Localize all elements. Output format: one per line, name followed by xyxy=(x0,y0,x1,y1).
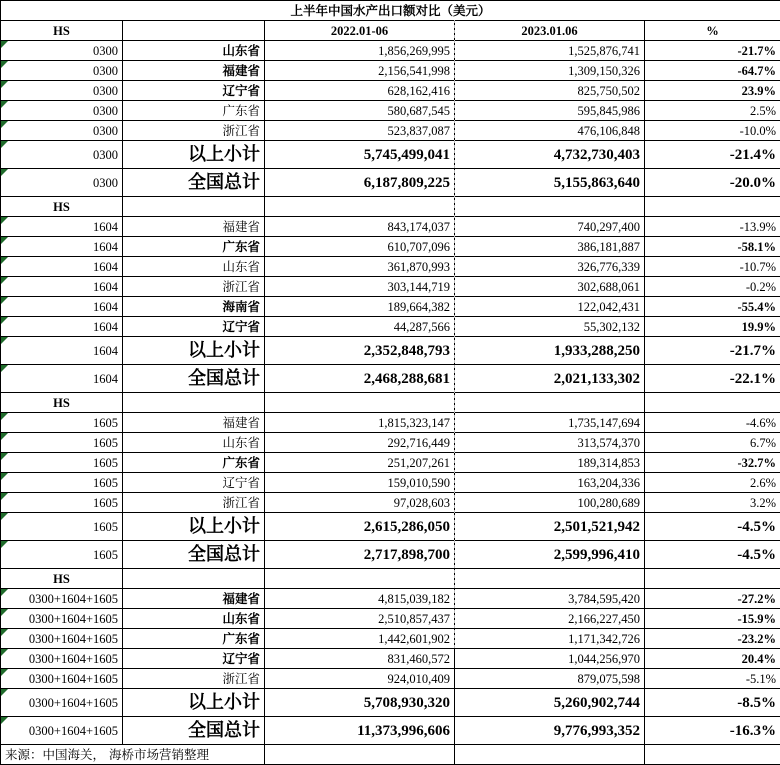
section-blank-pct[interactable] xyxy=(645,393,780,413)
cell-percent-change[interactable]: 2.6% xyxy=(645,473,780,493)
cell-percent-change[interactable]: -4.6% xyxy=(645,413,780,433)
cell-total-percent[interactable]: -16.3% xyxy=(645,717,780,745)
cell-percent-change[interactable]: -58.1% xyxy=(645,237,780,257)
cell-value-2023[interactable]: 740,297,400 xyxy=(455,217,645,237)
cell-hs-code[interactable]: 0300+1604+1605 xyxy=(1,609,123,629)
cell-value-2022[interactable]: 2,510,857,437 xyxy=(265,609,455,629)
section-blank-y1[interactable] xyxy=(265,569,455,589)
table-row[interactable] xyxy=(1,237,780,257)
grand-total-row[interactable] xyxy=(1,365,780,393)
cell-total-label[interactable]: 全国总计 xyxy=(123,169,265,197)
cell-error-triangle-icon xyxy=(1,217,8,224)
cell-hs-code[interactable]: 0300 xyxy=(1,141,123,169)
cell-hs-code[interactable]: 0300+1604+1605 xyxy=(1,689,123,717)
cell-error-triangle-icon xyxy=(1,609,8,616)
table-row[interactable] xyxy=(1,81,780,101)
cell-total-percent[interactable]: -21.7% xyxy=(645,337,780,365)
cell-total-label[interactable]: 以上小计 xyxy=(123,689,265,717)
footer-row xyxy=(1,745,780,765)
section-separator-row xyxy=(1,393,780,413)
cell-value-2022[interactable]: 303,144,719 xyxy=(265,277,455,297)
cell-percent-change[interactable]: 2.5% xyxy=(645,101,780,121)
cell-value-2022[interactable]: 924,010,409 xyxy=(265,669,455,689)
cell-province[interactable]: 辽宁省 xyxy=(123,473,265,493)
cell-percent-change[interactable]: -23.2% xyxy=(645,629,780,649)
table-row[interactable] xyxy=(1,297,780,317)
cell-value-2022[interactable]: 44,287,566 xyxy=(265,317,455,337)
cell-province[interactable]: 广东省 xyxy=(123,237,265,257)
cell-value-2023[interactable]: 825,750,502 xyxy=(455,81,645,101)
subtotal-row[interactable] xyxy=(1,689,780,717)
cell-total-2022[interactable]: 6,187,809,225 xyxy=(265,169,455,197)
cell-province[interactable]: 广东省 xyxy=(123,101,265,121)
table-row[interactable] xyxy=(1,61,780,81)
cell-percent-change[interactable]: 6.7% xyxy=(645,433,780,453)
cell-value-2022[interactable]: 361,870,993 xyxy=(265,257,455,277)
cell-province[interactable]: 海南省 xyxy=(123,297,265,317)
cell-value-2022[interactable]: 831,460,572 xyxy=(265,649,455,669)
table-row[interactable] xyxy=(1,217,780,237)
cell-error-triangle-icon xyxy=(1,717,8,724)
cell-error-triangle-icon xyxy=(1,629,8,636)
cell-hs-code[interactable]: 0300+1604+1605 xyxy=(1,649,123,669)
cell-error-triangle-icon xyxy=(1,101,8,108)
cell-province[interactable]: 辽宁省 xyxy=(123,317,265,337)
cell-value-2023[interactable]: 122,042,431 xyxy=(455,297,645,317)
cell-value-2022[interactable]: 2,156,541,998 xyxy=(265,61,455,81)
cell-total-2023[interactable]: 5,260,902,744 xyxy=(455,689,645,717)
cell-value-2022[interactable]: 1,442,601,902 xyxy=(265,629,455,649)
header-hs[interactable]: HS xyxy=(1,21,123,41)
subtotal-row[interactable] xyxy=(1,337,780,365)
cell-total-2023[interactable]: 4,732,730,403 xyxy=(455,141,645,169)
cell-percent-change[interactable]: 3.2% xyxy=(645,493,780,513)
section-blank-province[interactable] xyxy=(123,393,265,413)
cell-total-percent[interactable]: -21.4% xyxy=(645,141,780,169)
cell-value-2023[interactable]: 386,181,887 xyxy=(455,237,645,257)
cell-error-triangle-icon xyxy=(1,297,8,304)
table-row[interactable] xyxy=(1,453,780,473)
cell-hs-code[interactable]: 0300+1604+1605 xyxy=(1,717,123,745)
cell-province[interactable]: 浙江省 xyxy=(123,669,265,689)
cell-value-2023[interactable]: 55,302,132 xyxy=(455,317,645,337)
footer-blank-y1[interactable] xyxy=(265,745,455,765)
cell-error-triangle-icon xyxy=(1,413,8,420)
cell-percent-change[interactable]: -21.7% xyxy=(645,41,780,61)
cell-hs-code[interactable]: 1604 xyxy=(1,257,123,277)
cell-total-percent[interactable]: -4.5% xyxy=(645,513,780,541)
cell-hs-code[interactable]: 1605 xyxy=(1,413,123,433)
cell-error-triangle-icon xyxy=(1,433,8,440)
grand-total-row[interactable] xyxy=(1,169,780,197)
cell-total-percent[interactable]: -4.5% xyxy=(645,541,780,569)
section-blank-y1[interactable] xyxy=(265,393,455,413)
table-row[interactable] xyxy=(1,589,780,609)
cell-hs-code[interactable]: 0300 xyxy=(1,101,123,121)
section-separator-row xyxy=(1,569,780,589)
source-note: 来源：中国海关， 海桥市场营销整理 xyxy=(1,745,265,765)
cell-error-triangle-icon xyxy=(1,669,8,676)
cell-province[interactable]: 山东省 xyxy=(123,609,265,629)
cell-value-2023[interactable]: 1,044,256,970 xyxy=(455,649,645,669)
table-row[interactable] xyxy=(1,101,780,121)
cell-hs-code[interactable]: 0300+1604+1605 xyxy=(1,589,123,609)
cell-hs-code[interactable]: 1605 xyxy=(1,513,123,541)
cell-percent-change[interactable]: 20.4% xyxy=(645,649,780,669)
cell-value-2023[interactable]: 3,784,595,420 xyxy=(455,589,645,609)
cell-hs-code[interactable]: 1604 xyxy=(1,317,123,337)
cell-value-2022[interactable]: 159,010,590 xyxy=(265,473,455,493)
cell-total-label[interactable]: 以上小计 xyxy=(123,513,265,541)
cell-total-2022[interactable]: 2,717,898,700 xyxy=(265,541,455,569)
cell-province[interactable]: 山东省 xyxy=(123,257,265,277)
cell-error-triangle-icon xyxy=(1,689,8,696)
cell-hs-code[interactable]: 0300 xyxy=(1,169,123,197)
cell-percent-change[interactable]: -10.0% xyxy=(645,121,780,141)
cell-error-triangle-icon xyxy=(1,649,8,656)
cell-error-triangle-icon xyxy=(1,169,8,176)
cell-value-2023[interactable]: 326,776,339 xyxy=(455,257,645,277)
cell-percent-change[interactable]: -64.7% xyxy=(645,61,780,81)
cell-total-2022[interactable]: 5,745,499,041 xyxy=(265,141,455,169)
table-row[interactable] xyxy=(1,609,780,629)
cell-value-2023[interactable]: 1,735,147,694 xyxy=(455,413,645,433)
cell-total-2023[interactable]: 9,776,993,352 xyxy=(455,717,645,745)
cell-total-label[interactable]: 以上小计 xyxy=(123,337,265,365)
cell-hs-code[interactable]: 0300 xyxy=(1,61,123,81)
cell-total-2022[interactable]: 2,615,286,050 xyxy=(265,513,455,541)
cell-hs-code[interactable]: 1605 xyxy=(1,473,123,493)
cell-error-triangle-icon xyxy=(1,121,8,128)
cell-total-2023[interactable]: 2,599,996,410 xyxy=(455,541,645,569)
cell-error-triangle-icon xyxy=(1,365,8,372)
header-percent[interactable]: % xyxy=(645,21,780,41)
header-year-2023[interactable]: 2023.01.06 xyxy=(455,21,645,41)
section-hs-label[interactable]: HS xyxy=(1,569,123,589)
cell-value-2022[interactable]: 189,664,382 xyxy=(265,297,455,317)
section-blank-y2[interactable] xyxy=(455,393,645,413)
cell-province[interactable]: 福建省 xyxy=(123,217,265,237)
cell-province[interactable]: 辽宁省 xyxy=(123,649,265,669)
cell-error-triangle-icon xyxy=(1,453,8,460)
section-hs-label[interactable]: HS xyxy=(1,197,123,217)
cell-value-2022[interactable]: 4,815,039,182 xyxy=(265,589,455,609)
cell-percent-change[interactable]: 19.9% xyxy=(645,317,780,337)
section-blank-pct[interactable] xyxy=(645,197,780,217)
table-row[interactable] xyxy=(1,433,780,453)
cell-hs-code[interactable]: 1605 xyxy=(1,433,123,453)
cell-hs-code[interactable]: 1604 xyxy=(1,277,123,297)
header-province[interactable] xyxy=(123,21,265,41)
cell-value-2022[interactable]: 580,687,545 xyxy=(265,101,455,121)
cell-total-percent[interactable]: -22.1% xyxy=(645,365,780,393)
cell-hs-code[interactable]: 1604 xyxy=(1,297,123,317)
cell-province[interactable]: 浙江省 xyxy=(123,493,265,513)
cell-error-triangle-icon xyxy=(1,317,8,324)
cell-value-2023[interactable]: 476,106,848 xyxy=(455,121,645,141)
cell-total-2023[interactable]: 5,155,863,640 xyxy=(455,169,645,197)
subtotal-row[interactable] xyxy=(1,513,780,541)
cell-error-triangle-icon xyxy=(1,513,8,520)
cell-province[interactable]: 福建省 xyxy=(123,589,265,609)
cell-hs-code[interactable]: 1604 xyxy=(1,337,123,365)
cell-percent-change[interactable]: -0.2% xyxy=(645,277,780,297)
cell-error-triangle-icon xyxy=(1,337,8,344)
cell-percent-change[interactable]: -32.7% xyxy=(645,453,780,473)
page-title: 上半年中国水产出口额对比（美元） xyxy=(1,1,780,21)
cell-value-2023[interactable]: 1,171,342,726 xyxy=(455,629,645,649)
header-year-2022[interactable]: 2022.01-06 xyxy=(265,21,455,41)
cell-value-2023[interactable]: 595,845,986 xyxy=(455,101,645,121)
cell-percent-change[interactable]: 23.9% xyxy=(645,81,780,101)
table-row[interactable] xyxy=(1,669,780,689)
section-separator-row xyxy=(1,197,780,217)
cell-hs-code[interactable]: 0300 xyxy=(1,121,123,141)
cell-value-2023[interactable]: 1,525,876,741 xyxy=(455,41,645,61)
cell-percent-change[interactable]: -5.1% xyxy=(645,669,780,689)
cell-hs-code[interactable]: 0300 xyxy=(1,41,123,61)
cell-hs-code[interactable]: 0300+1604+1605 xyxy=(1,629,123,649)
cell-hs-code[interactable]: 1605 xyxy=(1,541,123,569)
cell-hs-code[interactable]: 1605 xyxy=(1,453,123,473)
cell-percent-change[interactable]: -13.9% xyxy=(645,217,780,237)
cell-value-2023[interactable]: 302,688,061 xyxy=(455,277,645,297)
cell-error-triangle-icon xyxy=(1,41,8,48)
section-blank-pct[interactable] xyxy=(645,569,780,589)
cell-total-percent[interactable]: -20.0% xyxy=(645,169,780,197)
cell-province[interactable]: 广东省 xyxy=(123,629,265,649)
header-row xyxy=(1,21,780,41)
table-row[interactable] xyxy=(1,493,780,513)
table-body xyxy=(1,1,780,765)
cell-value-2023[interactable]: 163,204,336 xyxy=(455,473,645,493)
table-row[interactable] xyxy=(1,277,780,297)
cell-total-2022[interactable]: 2,352,848,793 xyxy=(265,337,455,365)
cell-hs-code[interactable]: 1605 xyxy=(1,493,123,513)
grand-total-row[interactable] xyxy=(1,541,780,569)
cell-error-triangle-icon xyxy=(1,277,8,284)
section-blank-y1[interactable] xyxy=(265,197,455,217)
cell-total-label[interactable]: 全国总计 xyxy=(123,541,265,569)
cell-province[interactable]: 山东省 xyxy=(123,433,265,453)
cell-total-2023[interactable]: 2,021,133,302 xyxy=(455,365,645,393)
cell-hs-code[interactable]: 1604 xyxy=(1,237,123,257)
cell-total-label[interactable]: 全国总计 xyxy=(123,717,265,745)
cell-error-triangle-icon xyxy=(1,81,8,88)
cell-error-triangle-icon xyxy=(1,541,8,548)
cell-value-2022[interactable]: 610,707,096 xyxy=(265,237,455,257)
cell-total-percent[interactable]: -8.5% xyxy=(645,689,780,717)
cell-error-triangle-icon xyxy=(1,141,8,148)
cell-hs-code[interactable]: 0300+1604+1605 xyxy=(1,669,123,689)
footer-blank-pct[interactable] xyxy=(645,745,780,765)
cell-error-triangle-icon xyxy=(1,493,8,500)
table-row[interactable] xyxy=(1,257,780,277)
cell-value-2022[interactable]: 843,174,037 xyxy=(265,217,455,237)
cell-error-triangle-icon xyxy=(1,61,8,68)
section-blank-y2[interactable] xyxy=(455,569,645,589)
section-blank-province[interactable] xyxy=(123,569,265,589)
cell-province[interactable]: 辽宁省 xyxy=(123,81,265,101)
table-row[interactable] xyxy=(1,413,780,433)
cell-percent-change[interactable]: -10.7% xyxy=(645,257,780,277)
cell-total-2023[interactable]: 2,501,521,942 xyxy=(455,513,645,541)
cell-province[interactable]: 福建省 xyxy=(123,413,265,433)
cell-error-triangle-icon xyxy=(1,257,8,264)
title-row xyxy=(1,1,780,21)
cell-error-triangle-icon xyxy=(1,473,8,480)
grand-total-row[interactable] xyxy=(1,717,780,745)
table-row[interactable] xyxy=(1,317,780,337)
table-row[interactable] xyxy=(1,629,780,649)
cell-value-2023[interactable]: 2,166,227,450 xyxy=(455,609,645,629)
table-row[interactable] xyxy=(1,473,780,493)
cell-value-2023[interactable]: 189,314,853 xyxy=(455,453,645,473)
cell-total-2022[interactable]: 2,468,288,681 xyxy=(265,365,455,393)
cell-value-2023[interactable]: 879,075,598 xyxy=(455,669,645,689)
table-row[interactable] xyxy=(1,41,780,61)
cell-value-2022[interactable]: 251,207,261 xyxy=(265,453,455,473)
section-blank-province[interactable] xyxy=(123,197,265,217)
cell-value-2023[interactable]: 100,280,689 xyxy=(455,493,645,513)
cell-province[interactable]: 山东省 xyxy=(123,41,265,61)
cell-value-2022[interactable]: 1,815,323,147 xyxy=(265,413,455,433)
cell-value-2022[interactable]: 1,856,269,995 xyxy=(265,41,455,61)
cell-total-2023[interactable]: 1,933,288,250 xyxy=(455,337,645,365)
cell-total-label[interactable]: 以上小计 xyxy=(123,141,265,169)
cell-percent-change[interactable]: -27.2% xyxy=(645,589,780,609)
cell-province[interactable]: 广东省 xyxy=(123,453,265,473)
cell-total-2022[interactable]: 11,373,996,606 xyxy=(265,717,455,745)
cell-hs-code[interactable]: 1604 xyxy=(1,217,123,237)
cell-total-2022[interactable]: 5,708,930,320 xyxy=(265,689,455,717)
cell-value-2022[interactable]: 523,837,087 xyxy=(265,121,455,141)
footer-blank-y2[interactable] xyxy=(455,745,645,765)
cell-value-2022[interactable]: 628,162,416 xyxy=(265,81,455,101)
cell-hs-code[interactable]: 0300 xyxy=(1,81,123,101)
cell-total-label[interactable]: 全国总计 xyxy=(123,365,265,393)
section-blank-y2[interactable] xyxy=(455,197,645,217)
cell-province[interactable]: 浙江省 xyxy=(123,277,265,297)
cell-value-2022[interactable]: 292,716,449 xyxy=(265,433,455,453)
cell-error-triangle-icon xyxy=(1,237,8,244)
cell-province[interactable]: 浙江省 xyxy=(123,121,265,141)
cell-province[interactable]: 福建省 xyxy=(123,61,265,81)
cell-hs-code[interactable]: 1604 xyxy=(1,365,123,393)
table-row[interactable] xyxy=(1,649,780,669)
cell-error-triangle-icon xyxy=(1,589,8,596)
section-hs-label[interactable]: HS xyxy=(1,393,123,413)
cell-percent-change[interactable]: -15.9% xyxy=(645,609,780,629)
cell-percent-change[interactable]: -55.4% xyxy=(645,297,780,317)
subtotal-row[interactable] xyxy=(1,141,780,169)
cell-value-2022[interactable]: 97,028,603 xyxy=(265,493,455,513)
table-row[interactable] xyxy=(1,121,780,141)
cell-value-2023[interactable]: 1,309,150,326 xyxy=(455,61,645,81)
cell-value-2023[interactable]: 313,574,370 xyxy=(455,433,645,453)
